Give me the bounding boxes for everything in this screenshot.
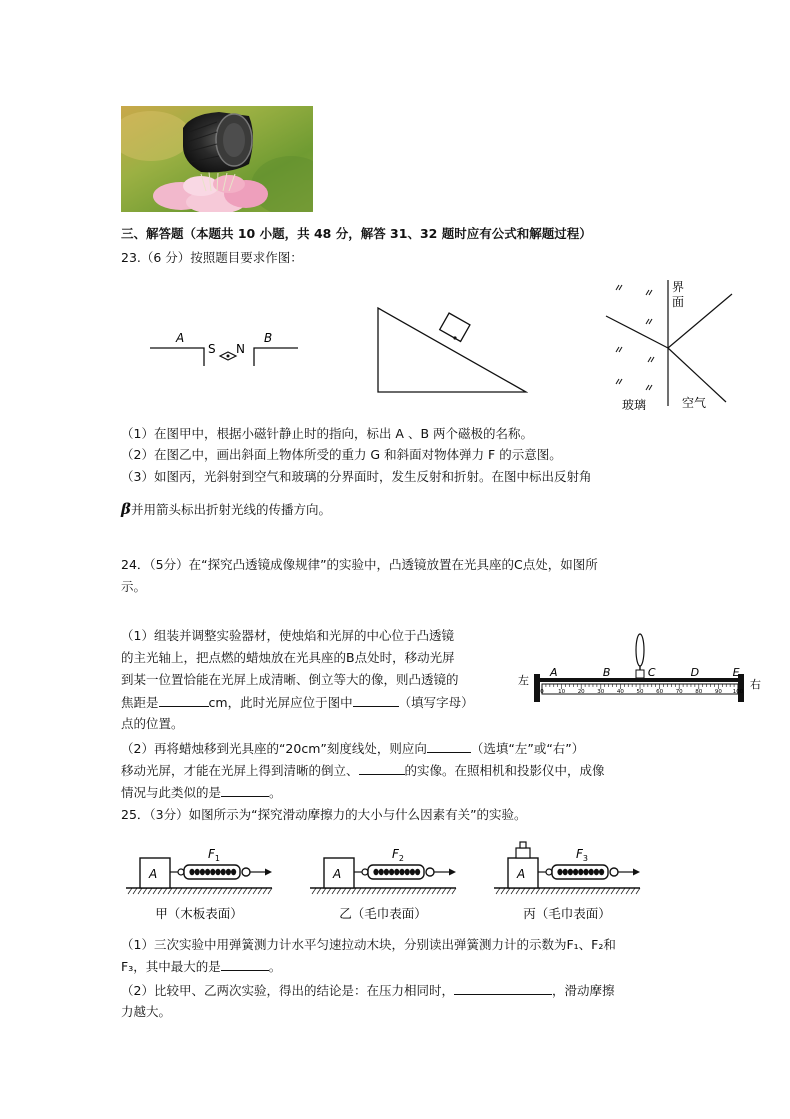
- ground-hatch: [268, 888, 272, 894]
- bench-tick-label: 0: [540, 689, 544, 695]
- q24-p2-text-b: （选填“左”或“右”）: [470, 741, 585, 756]
- q23-magnet-figure: [148, 330, 304, 370]
- q24-p1-line5: 点的位置。: [121, 716, 184, 731]
- q24-p2-text-c: 移动光屏，才能在光屏上得到清晰的倒立、: [121, 763, 359, 778]
- ground-hatch: [392, 888, 396, 894]
- ground-hatch: [631, 888, 635, 894]
- bench-point-label: C: [647, 666, 656, 679]
- bench-right-label: 右: [750, 678, 761, 691]
- bench-tick-label: 100: [732, 689, 744, 695]
- ground-hatch: [437, 888, 441, 894]
- ground-hatch: [402, 888, 406, 894]
- spring-coil: [384, 869, 389, 875]
- ground-hatch: [228, 888, 232, 894]
- q24-p1-line1: （1）组装并调整实验器材，使烛焰和光屏的中心位于凸透镜: [121, 628, 454, 643]
- block-label: A: [149, 867, 158, 881]
- force-subscript: 2: [398, 854, 404, 863]
- q24-p2-text-a: （2）再将蜡烛移到光具座的“20cm”刻度线处，则应向: [121, 741, 427, 756]
- q23-incline-figure: [376, 306, 528, 394]
- ground-hatch: [263, 888, 267, 894]
- ground-hatch: [362, 888, 366, 894]
- ground-hatch: [213, 888, 217, 894]
- q24-p1-text-b: cm，此时光屏应位于图中: [208, 695, 353, 710]
- ground-hatch: [223, 888, 227, 894]
- q24-p2-line3: [121, 783, 282, 802]
- spring-coil: [221, 869, 226, 875]
- ground-hatch: [531, 888, 535, 894]
- ground-hatch: [601, 888, 605, 894]
- ground-hatch: [596, 888, 600, 894]
- spring-coil: [231, 869, 236, 875]
- ground-hatch: [442, 888, 446, 894]
- pull-arrow-icon: [265, 869, 272, 876]
- ground-hatch: [337, 888, 341, 894]
- ground-hatch: [606, 888, 610, 894]
- spring-coil: [189, 869, 194, 875]
- bench-tick-label: 50: [636, 689, 644, 695]
- friction-caption: 甲（木板表面）: [155, 906, 243, 921]
- ground-hatch: [591, 888, 595, 894]
- ground-hatch: [432, 888, 436, 894]
- ground-hatch: [496, 888, 500, 894]
- q25-p2-line2: 力越大。: [121, 1004, 172, 1019]
- bench-left-post: [534, 674, 540, 702]
- move-direction-blank[interactable]: [427, 739, 471, 753]
- needle-label-n: N: [236, 342, 245, 356]
- weight: [516, 848, 530, 858]
- q25-heading: 25．（3分）如图所示为“探究滑动摩擦力的大小与什么因素有关”的实验。: [121, 807, 527, 822]
- bench-tick-label: 80: [695, 689, 703, 695]
- glass-label: 玻璃: [622, 398, 647, 410]
- ground-hatch: [556, 888, 560, 894]
- ground-hatch: [377, 888, 381, 894]
- device-blank[interactable]: [221, 783, 269, 797]
- bench-tick-label: 60: [656, 689, 664, 695]
- ground-hatch: [516, 888, 520, 894]
- q25-p1-text-b: 。: [268, 959, 282, 974]
- q24-heading-line1: 24．（5分）在“探究凸透镜成像规律”的实验中，凸透镜放置在光具座的C点处，如图所: [121, 557, 598, 572]
- ground-hatch: [611, 888, 615, 894]
- ground-hatch: [138, 888, 142, 894]
- ground-hatch: [218, 888, 222, 894]
- q24-p1-line4: [121, 693, 474, 712]
- q24-heading-line2: 示。: [121, 579, 147, 594]
- q23-heading: 23.（6 分）按照题目要求作图：: [121, 250, 303, 265]
- ground-hatch: [312, 888, 316, 894]
- ground-hatch: [511, 888, 515, 894]
- ground-hatch: [412, 888, 416, 894]
- spring-coil: [405, 869, 410, 875]
- spring-coil: [205, 869, 210, 875]
- ground-hatch: [193, 888, 197, 894]
- ground-hatch: [506, 888, 510, 894]
- spring-coil: [583, 869, 588, 875]
- ground-hatch: [322, 888, 326, 894]
- force-label: $F_1$: [208, 847, 220, 863]
- ground-hatch: [621, 888, 625, 894]
- ground-hatch: [407, 888, 411, 894]
- bench-point-label: E: [732, 666, 740, 679]
- hook-ring: [178, 869, 184, 875]
- q24-p2-text-d: 的实像。在照相机和投影仪中，成像: [404, 763, 605, 778]
- magnet-label-a: A: [176, 331, 185, 345]
- q25-p1-line1: （1）三次实验中用弹簧测力计水平匀速拉动木块，分别读出弹簧测力计的示数为F₁、F₂和: [121, 937, 616, 952]
- ground-hatch: [178, 888, 182, 894]
- force-label: $F_3$: [576, 847, 588, 863]
- scale-ring: [242, 868, 250, 876]
- optical-bench-figure: [516, 628, 766, 714]
- q25-p1-line2: [121, 957, 281, 976]
- ground-hatch: [447, 888, 451, 894]
- q25-p2-text-a: （2）比较甲、乙两次实验，得出的结论是：在压力相同时，: [121, 983, 454, 998]
- ground-hatch: [173, 888, 177, 894]
- ground-hatch: [203, 888, 207, 894]
- ground-hatch: [332, 888, 336, 894]
- max-force-blank[interactable]: [221, 957, 269, 971]
- q25-p2-text-b: ，滑动摩擦: [551, 983, 615, 998]
- image-size-blank[interactable]: [359, 761, 405, 775]
- force-label: $F_2$: [392, 847, 404, 863]
- ground-hatch: [417, 888, 421, 894]
- ground-hatch: [586, 888, 590, 894]
- ground-hatch: [253, 888, 257, 894]
- ground-hatch: [427, 888, 431, 894]
- ground-hatch: [327, 888, 331, 894]
- ground-hatch: [422, 888, 426, 894]
- q25-p1-text-a: F₃，其中最大的是: [121, 959, 221, 974]
- interface-label-1: 界: [672, 280, 685, 294]
- ground-hatch: [347, 888, 351, 894]
- bench-tick-label: 40: [616, 689, 624, 695]
- focal-length-blank[interactable]: [159, 693, 209, 707]
- spring-coil: [568, 869, 573, 875]
- ground-hatch: [566, 888, 570, 894]
- bench-tick-label: 10: [558, 689, 566, 695]
- charcoal-on-flower-photo: [121, 106, 313, 212]
- ground-hatch: [143, 888, 147, 894]
- force-subscript: 1: [214, 854, 220, 863]
- ground-hatch: [148, 888, 152, 894]
- friction-setup-1: [126, 847, 272, 921]
- spring-coil: [573, 869, 578, 875]
- ground-hatch: [208, 888, 212, 894]
- ground-hatch: [168, 888, 172, 894]
- spring-coil: [394, 869, 399, 875]
- spring-coil: [415, 869, 420, 875]
- ground-hatch: [128, 888, 132, 894]
- friction-setup-2: [310, 847, 456, 921]
- q24-p2-text-f: 。: [269, 785, 282, 800]
- ground-hatch: [636, 888, 640, 894]
- block-label: A: [333, 867, 342, 881]
- ground-hatch: [536, 888, 540, 894]
- conclusion-blank[interactable]: [454, 981, 552, 995]
- block-label: A: [517, 867, 526, 881]
- spring-coil: [594, 869, 599, 875]
- spring-coil: [399, 869, 404, 875]
- pull-arrow-icon: [449, 869, 456, 876]
- ground-hatch: [342, 888, 346, 894]
- bench-point-label: A: [549, 666, 558, 679]
- q24-p1-line2: 的主光轴上，把点燃的蜡烛放在光具座的B点处时，移动光屏: [121, 650, 455, 665]
- ground-hatch: [571, 888, 575, 894]
- ground-hatch: [188, 888, 192, 894]
- q25-p2-line1: [121, 981, 614, 1000]
- ground-hatch: [387, 888, 391, 894]
- bench-point-label: D: [690, 666, 700, 679]
- bench-tick-label: 30: [597, 689, 605, 695]
- bench-point-label: B: [602, 666, 611, 679]
- ground-hatch: [616, 888, 620, 894]
- friction-setup-3: [494, 842, 640, 921]
- ground-hatch: [258, 888, 262, 894]
- spring-coil: [410, 869, 415, 875]
- ground-hatch: [133, 888, 137, 894]
- force-subscript: 3: [582, 854, 588, 863]
- hook-ring: [362, 869, 368, 875]
- q24-p1-text-c: （填写字母）: [398, 695, 474, 710]
- q24-p1-text-a: 焦距是: [121, 695, 159, 710]
- ground-hatch: [153, 888, 157, 894]
- ground-hatch: [561, 888, 565, 894]
- spring-coil: [557, 869, 562, 875]
- ground-hatch: [243, 888, 247, 894]
- spring-coil: [379, 869, 384, 875]
- bench-tick-label: 20: [577, 689, 585, 695]
- ground-hatch: [526, 888, 530, 894]
- interface-label-2: 面: [672, 295, 685, 309]
- ground-hatch: [382, 888, 386, 894]
- spring-coil: [589, 869, 594, 875]
- spring-coil: [599, 869, 604, 875]
- screen-position-blank[interactable]: [353, 693, 399, 707]
- beta-symbol: β: [121, 500, 131, 518]
- q24-p2-text-e: 情况与此类似的是: [121, 785, 222, 800]
- ground-hatch: [183, 888, 187, 894]
- scale-ring: [610, 868, 618, 876]
- bench-tick-label: 90: [714, 689, 722, 695]
- ground-hatch: [521, 888, 525, 894]
- ground-hatch: [238, 888, 242, 894]
- q23-part-3-cont: 并用箭头标出折射光线的传播方向。: [130, 502, 331, 517]
- lens-holder: [636, 670, 644, 678]
- ground-hatch: [397, 888, 401, 894]
- ground-hatch: [163, 888, 167, 894]
- ground-hatch: [541, 888, 545, 894]
- ground-hatch: [317, 888, 321, 894]
- ground-hatch: [372, 888, 376, 894]
- ground-hatch: [626, 888, 630, 894]
- spring-coil: [215, 869, 220, 875]
- ground-hatch: [248, 888, 252, 894]
- pull-arrow-icon: [633, 869, 640, 876]
- ground-hatch: [158, 888, 162, 894]
- friction-experiment-figure: [124, 834, 654, 926]
- ground-hatch: [352, 888, 356, 894]
- spring-coil: [226, 869, 231, 875]
- ground-hatch: [357, 888, 361, 894]
- friction-caption: 乙（毛巾表面）: [339, 906, 427, 921]
- ground-hatch: [233, 888, 237, 894]
- q23-part-1: （1）在图甲中，根据小磁针静止时的指向，标出 A 、B 两个磁极的名称。: [121, 426, 534, 441]
- hook-ring: [546, 869, 552, 875]
- spring-coil: [578, 869, 583, 875]
- bench-rail: [538, 678, 742, 682]
- convex-lens: [636, 634, 644, 666]
- friction-caption: 丙（毛巾表面）: [523, 906, 611, 921]
- weight-knob: [520, 842, 526, 848]
- ground-hatch: [501, 888, 505, 894]
- ground-hatch: [576, 888, 580, 894]
- air-label: 空气: [682, 396, 707, 410]
- spring-coil: [389, 869, 394, 875]
- bench-left-label: 左: [518, 674, 529, 687]
- q24-p1-line3: 到某一位置恰能在光屏上成清晰、倒立等大的像，则凸透镜的: [121, 672, 459, 687]
- ground-hatch: [551, 888, 555, 894]
- ground-hatch: [367, 888, 371, 894]
- ground-hatch: [546, 888, 550, 894]
- bench-tick-label: 70: [675, 689, 683, 695]
- q23-part-2: （2）在图乙中，画出斜面上物体所受的重力 G 和斜面对物体弹力 F 的示意图。: [121, 447, 562, 462]
- spring-coil: [373, 869, 378, 875]
- ground-hatch: [581, 888, 585, 894]
- scale-ring: [426, 868, 434, 876]
- needle-label-s: S: [208, 342, 216, 356]
- spring-coil: [563, 869, 568, 875]
- q24-p2-line2: [121, 761, 605, 780]
- spring-coil: [210, 869, 215, 875]
- section-3-title: 三、解答题（本题共 10 小题，共 48 分，解答 31、32 题时应有公式和解题过程）: [121, 226, 592, 241]
- ground-hatch: [198, 888, 202, 894]
- magnet-label-b: B: [264, 331, 273, 345]
- q24-p2-line1: [121, 739, 584, 758]
- q23-refraction-figure: [598, 276, 738, 410]
- q23-part-3: （3）如图丙，光斜射到空气和玻璃的分界面时，发生反射和折射。在图中标出反射角: [121, 469, 592, 484]
- ground-hatch: [452, 888, 456, 894]
- spring-coil: [195, 869, 200, 875]
- spring-coil: [200, 869, 205, 875]
